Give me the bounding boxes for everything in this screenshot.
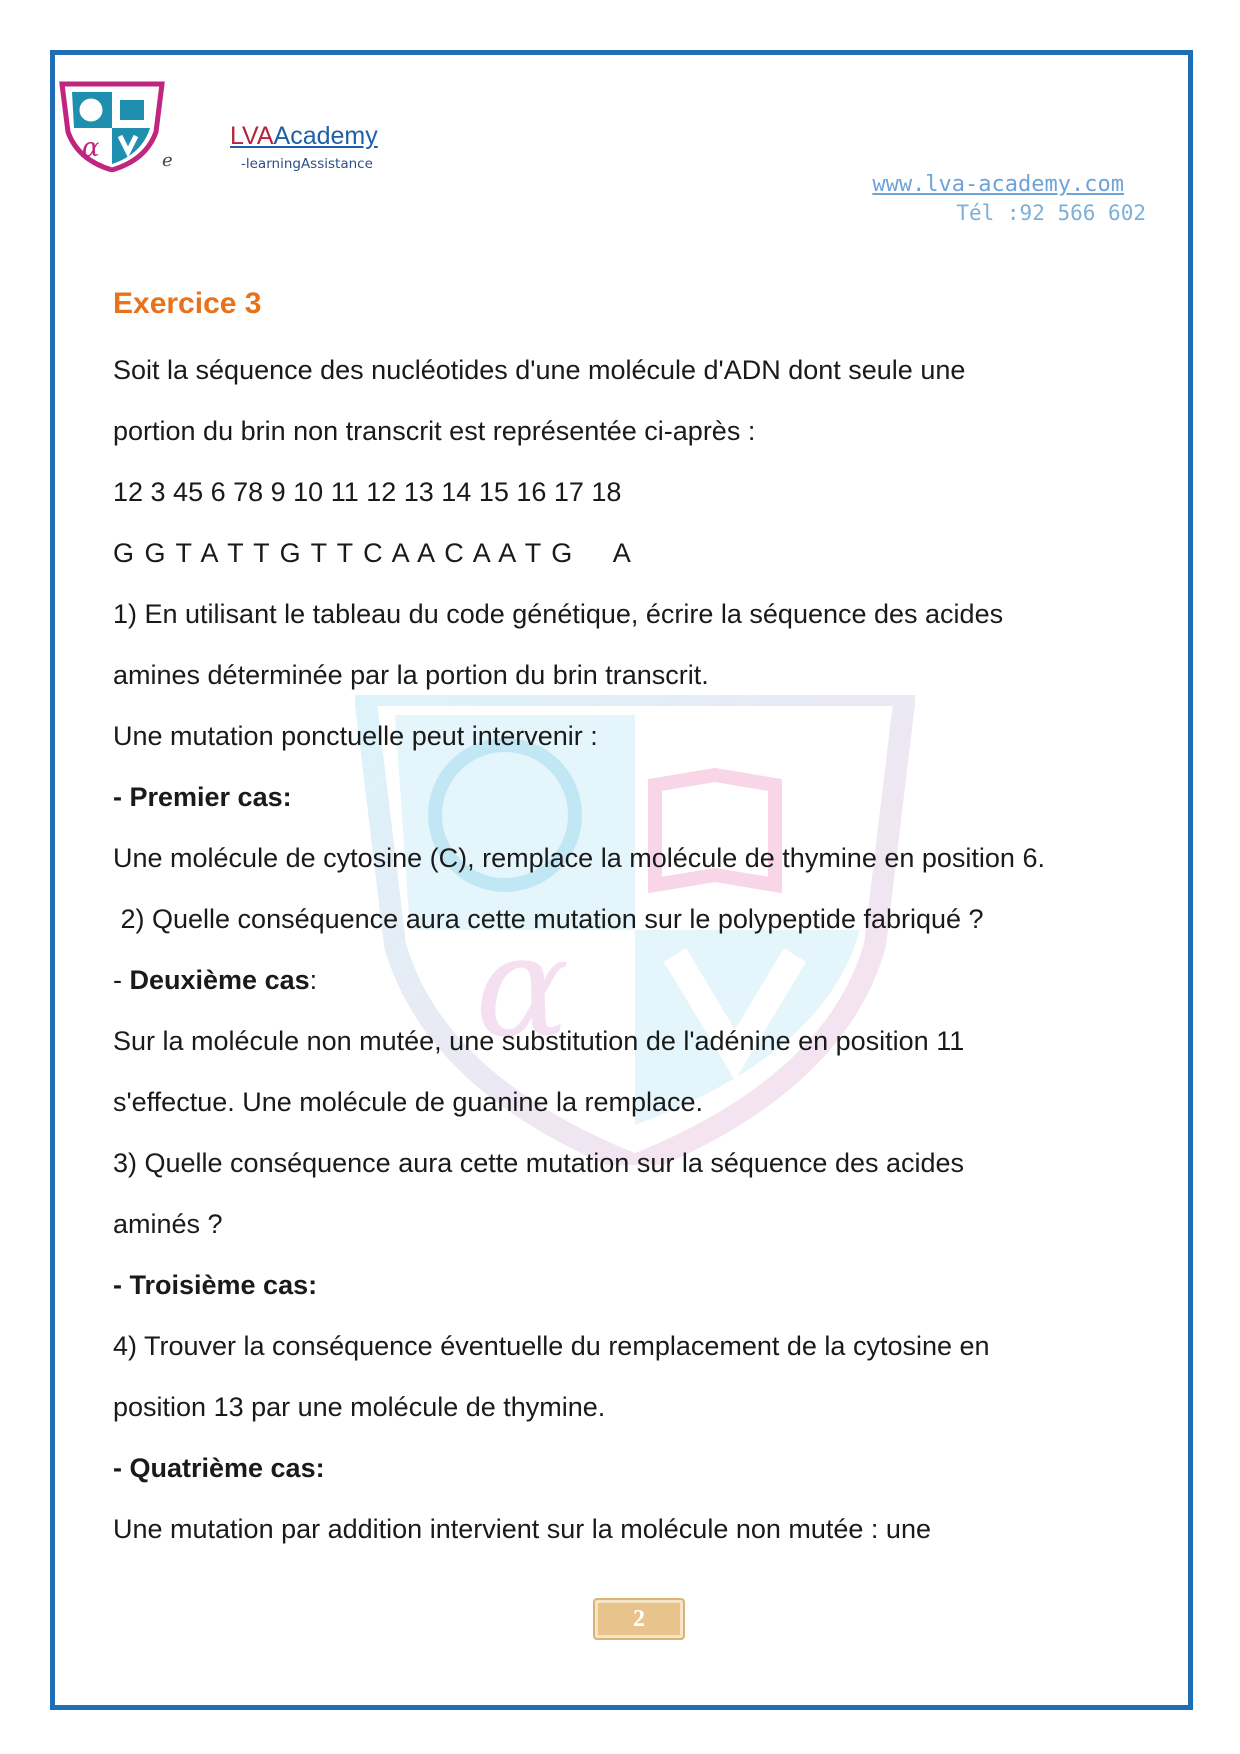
nucleotide-sequence	[113, 523, 1183, 584]
case-2-title: Deuxième cas	[129, 965, 310, 995]
question-3-line-1: 3) Quelle conséquence aura cette mutation sur la séquence des acides	[113, 1148, 965, 1178]
exercise-title: Exercice 3	[113, 287, 262, 320]
sequence-main: G G T A T T G T T C A A C A A T G	[113, 538, 573, 568]
question-1-line-1: 1) En utilisant le tableau du code génétique, écrire la séquence des acides	[113, 599, 1004, 629]
case-1-title: - Premier cas:	[113, 782, 292, 812]
svg-text:α: α	[475, 906, 570, 1069]
nucleotide-positions: 12 3 45 6 78 9 10 11 12 13 14 15 16 17 18	[113, 477, 622, 507]
brand-tagline: -learningAssistance	[241, 156, 373, 172]
question-4-line-1: 4) Trouver la conséquence éventuelle du remplacement de la cytosine en	[113, 1331, 990, 1361]
case-2-line-2: s'effectue. Une molécule de guanine la remplace.	[113, 1087, 704, 1117]
logo-letter: e	[162, 150, 173, 171]
question-2: 2) Quelle conséquence aura cette mutation sur le polypeptide fabriqué ?	[113, 904, 984, 934]
sequence-last: A	[612, 538, 632, 568]
contact-block	[872, 172, 1146, 225]
brand-name	[230, 122, 378, 151]
case-4-line-1: Une mutation par addition intervient sur la molécule non mutée : une	[113, 1514, 931, 1544]
case-2-heading	[113, 950, 1183, 1011]
question-4-line-2: position 13 par une molécule de thymine.	[113, 1392, 606, 1422]
intro-line-1: Soit la séquence des nucléotides d'une molécule d'ADN dont seule une	[113, 355, 966, 385]
question-1-line-2: amines déterminée par la portion du brin transcrit.	[113, 660, 709, 690]
question-3-line-2: aminés ?	[113, 1209, 223, 1239]
case-4-title: - Quatrième cas:	[113, 1453, 325, 1483]
exercise-content	[113, 282, 1183, 1560]
page-number: 2	[593, 1598, 685, 1640]
brand-lva: LVA	[230, 122, 274, 150]
svg-text:α: α	[82, 133, 100, 163]
case-2-suffix: :	[309, 965, 318, 995]
brand-academy: Academy	[273, 122, 378, 150]
case-2-line-1: Sur la molécule non mutée, une substitution de l'adénine en position 11	[113, 1026, 965, 1056]
website-link[interactable]: www.lva-academy.com	[872, 172, 1124, 197]
case-3-title: - Troisième cas:	[113, 1270, 318, 1300]
mutation-intro: Une mutation ponctuelle peut intervenir :	[113, 721, 598, 751]
case-1-text: Une molécule de cytosine (C), remplace la molécule de thymine en position 6.	[113, 843, 1045, 873]
lva-logo-icon	[58, 80, 166, 172]
case-2-prefix: -	[113, 965, 130, 995]
intro-line-2: portion du brin non transcrit est représentée ci-après :	[113, 416, 756, 446]
phone-number: Tél :92 566 602	[956, 201, 1146, 225]
